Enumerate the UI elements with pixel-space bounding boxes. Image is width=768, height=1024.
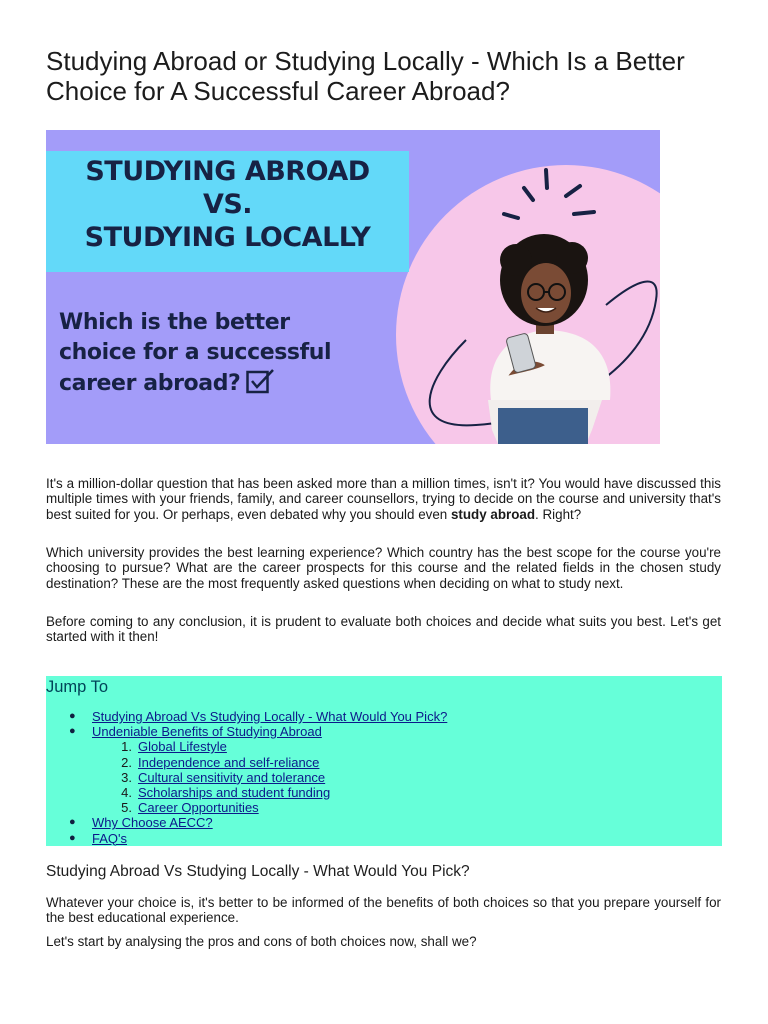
list-number: 2. xyxy=(121,754,132,770)
intro-paragraph-3: Before coming to any conclusion, it is prudent to evaluate both choices and decide what suits you best. Let's get started with it then! xyxy=(46,614,721,645)
list-number: 4. xyxy=(121,784,132,800)
toc-link-why-aecc[interactable]: Why Choose AECC? xyxy=(92,815,213,831)
list-item xyxy=(46,800,722,815)
study-abroad-emphasis: study abroad xyxy=(450,506,536,522)
bullet-icon: ● xyxy=(69,816,76,829)
banner-question-line: Which is the better xyxy=(59,310,290,335)
list-item xyxy=(46,724,722,739)
list-item xyxy=(46,785,722,800)
banner-headline xyxy=(46,155,409,254)
banner-headline-line: VS. xyxy=(202,189,253,220)
jump-to-box xyxy=(46,676,722,846)
toc-link-compare[interactable]: Studying Abroad Vs Studying Locally - What Would You Pick? xyxy=(92,709,448,724)
toc-link-independence[interactable]: Independence and self-reliance xyxy=(138,754,320,770)
checkbox-icon xyxy=(246,368,276,394)
intro-paragraph-2: Which university provides the best learning experience? Which country has the best scope for the course you're choosing to pursue? What are the career prospects for this course and the related fields in the chosen study destination? These are the most frequently asked questions when deciding on what to study next. xyxy=(46,545,721,591)
toc-link-career[interactable]: Career Opportunities xyxy=(138,800,259,816)
toc-link-scholarships[interactable]: Scholarships and student funding xyxy=(138,784,331,800)
banner-headline-line: STUDYING LOCALLY xyxy=(84,222,371,253)
banner-question xyxy=(59,308,399,399)
list-item xyxy=(46,739,722,754)
list-item xyxy=(46,709,722,724)
banner-question-text: career abroad? xyxy=(59,371,241,396)
toc-link-faqs[interactable]: FAQ's xyxy=(92,830,127,846)
list-item xyxy=(46,755,722,770)
list-item xyxy=(46,815,722,830)
section-heading: Studying Abroad Vs Studying Locally - What Would You Pick? xyxy=(46,863,470,880)
intro-text-end: . Right? xyxy=(535,506,582,522)
hero-banner xyxy=(46,130,660,444)
toc-link-global-lifestyle[interactable]: Global Lifestyle xyxy=(138,739,227,755)
section-paragraph-1: Whatever your choice is, it's better to be informed of the benefits of both choices so that you prepare yourself for the best educational experience. xyxy=(46,895,721,926)
toc-link-benefits[interactable]: Undeniable Benefits of Studying Abroad xyxy=(92,724,322,740)
bullet-icon: ● xyxy=(69,710,76,722)
list-number: 3. xyxy=(121,769,132,785)
banner-headline-line: STUDYING ABROAD xyxy=(85,156,370,187)
list-item xyxy=(46,831,722,846)
list-number: 1. xyxy=(121,739,132,755)
jump-to-list xyxy=(46,709,722,846)
list-number: 5. xyxy=(121,800,132,816)
intro-text: It's a million-dollar question that has been asked more than a million times, isn't it? You would have discussed this multiple times with your friends, family, and career counsellors, trying to decide on the course and university that's best suited for you. Or perhaps, even debated why you should even xyxy=(46,476,721,522)
banner-question-line: choice for a successful xyxy=(59,340,332,365)
intro-paragraph-1 xyxy=(46,476,721,522)
list-item xyxy=(46,770,722,785)
bullet-icon: ● xyxy=(69,725,76,738)
page-title: Studying Abroad or Studying Locally - Which Is a Better Choice for A Successful Career Abroad? xyxy=(46,46,685,106)
bullet-icon: ● xyxy=(69,831,76,844)
jump-to-title: Jump To xyxy=(46,678,109,696)
toc-link-cultural-sensitivity[interactable]: Cultural sensitivity and tolerance xyxy=(138,769,326,785)
section-paragraph-2: Let's start by analysing the pros and cons of both choices now, shall we? xyxy=(46,934,477,949)
banner-question-line xyxy=(59,368,399,399)
